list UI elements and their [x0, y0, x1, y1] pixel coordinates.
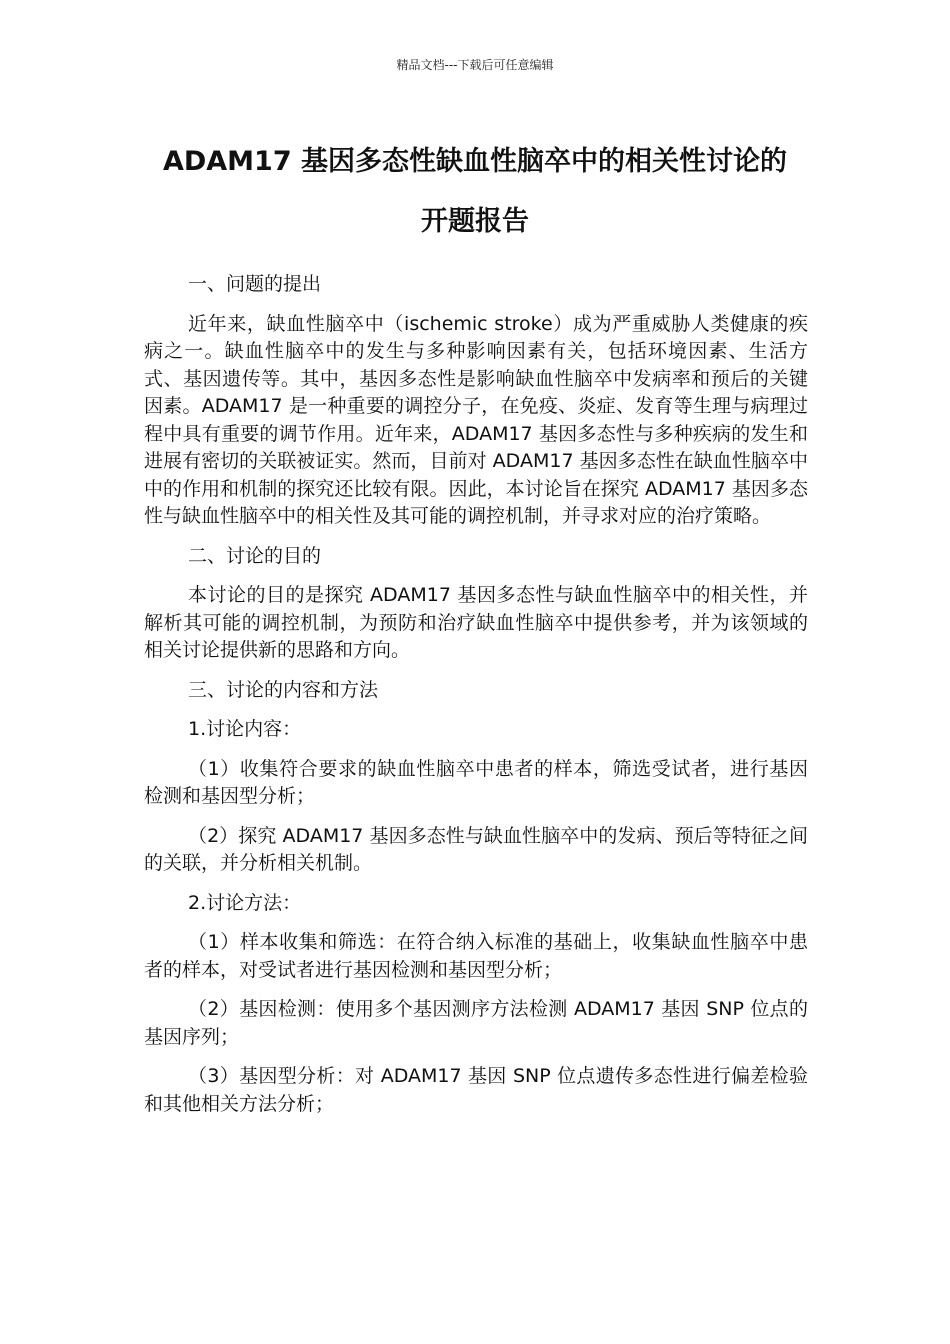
method-item-2: （2）基因检测：使用多个基因测序方法检测 ADAM17 基因 SNP 位点的基因序列；	[144, 998, 808, 1048]
document-title	[120, 132, 830, 252]
title-line-2: 开题报告	[421, 206, 529, 237]
subheading-methods: 2.讨论方法：	[188, 891, 302, 914]
header-note: 精品文档---下载后可任意编辑	[396, 58, 554, 72]
paragraph-purpose: 本讨论的目的是探究 ADAM17 基因多态性与缺血性脑卒中的相关性，并解析其可能的调控机制，为预防和治疗缺血性脑卒中提供参考，并为该领域的相关讨论提供新的思路和方向。	[144, 584, 808, 661]
content-item-2: （2）探究 ADAM17 基因多态性与缺血性脑卒中的发病、预后等特征之间的关联，并分析相关机制。	[144, 824, 808, 874]
title-line-1: ADAM17 基因多态性缺血性脑卒中的相关性讨论的	[162, 146, 788, 177]
section-heading-content-methods: 三、讨论的内容和方法	[188, 678, 379, 701]
method-item-3: （3）基因型分析：对 ADAM17 基因 SNP 位点遗传多态性进行偏差检验和其他相关方法分析；	[144, 1065, 808, 1115]
subheading-content: 1.讨论内容：	[188, 718, 302, 740]
section-heading-problem: 一、问题的提出	[188, 273, 322, 295]
document-body	[144, 271, 808, 1130]
method-item-1: （1）样本收集和筛选：在符合纳入标准的基础上，收集缺血性脑卒中患者的样本，对受试者进行基因检测和基因型分析；	[144, 931, 808, 981]
content-item-1: （1）收集符合要求的缺血性脑卒中患者的样本，筛选受试者，进行基因检测和基因型分析；	[144, 757, 808, 807]
section-heading-purpose: 二、讨论的目的	[188, 544, 322, 567]
paragraph-background: 近年来，缺血性脑卒中（ischemic stroke）成为严重威胁人类健康的疾病之一。缺血性脑卒中的发生与多种影响因素有关，包括环境因素、生活方式、基因遗传等。其中，基因多态性是影响缺血性脑卒中发病率和预后的关键因素。ADAM17 是一种重要的调控分子，在免疫、炎症、发育等生理与病理过程中具有重要的调节作用。近年来，ADAM17 基因多态性与多种疾病的发生和进展有密切的关联被证实。然而，目前对 ADAM17 基因多态性在缺血性脑卒中中的作用和机制的探究还比较有限。因此，本讨论旨在探究 ADAM17 基因多态性与缺血性脑卒中的相关性及其可能的调控机制，并寻求对应的治疗策略。	[144, 312, 808, 527]
